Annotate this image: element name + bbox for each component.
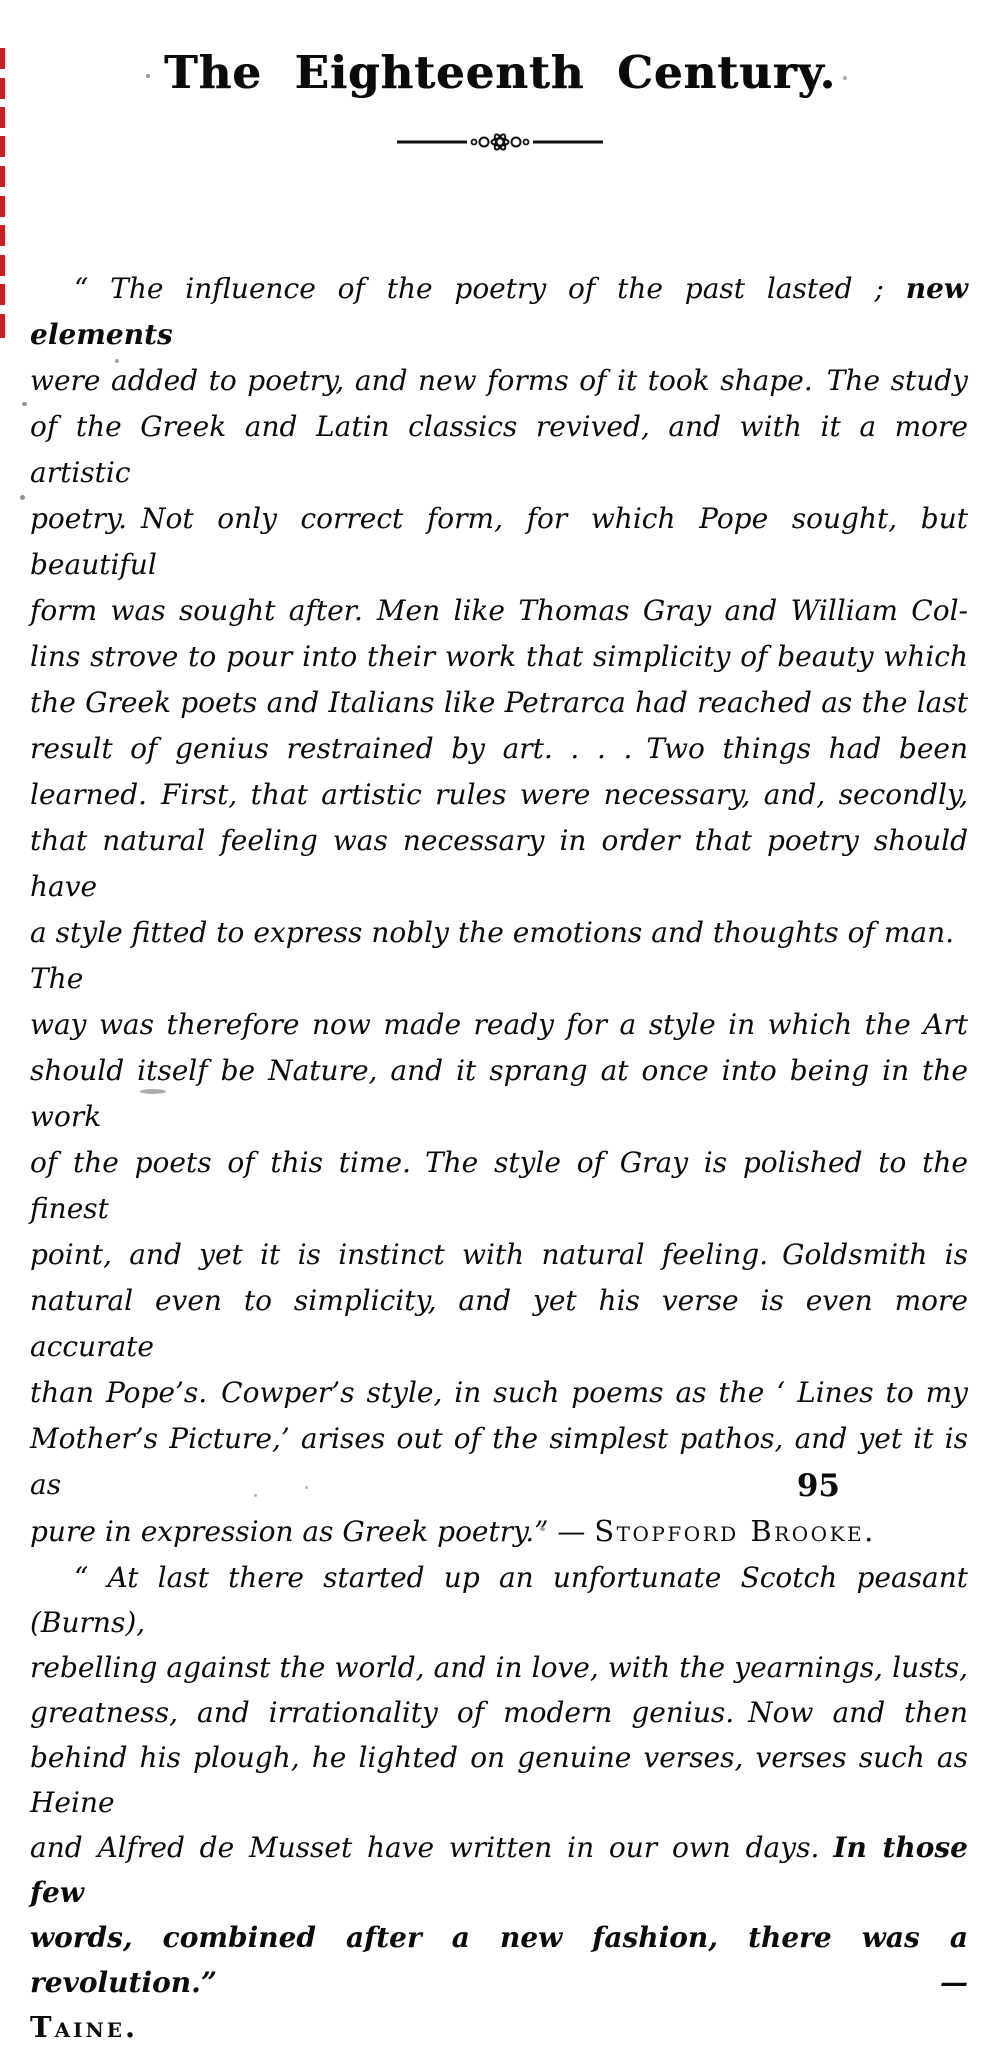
quote-line bbox=[30, 1915, 968, 2005]
text-segment: were added to poetry, and new forms of it took shape. The study bbox=[30, 364, 968, 397]
red-scan-mark bbox=[0, 255, 5, 276]
red-scan-mark bbox=[0, 284, 5, 305]
text-segment: way was therefore now made ready for a style in which the Art bbox=[30, 1008, 968, 1041]
quote-line bbox=[30, 266, 968, 358]
text-segment: of the poets of this time. The style of Gray is polished to the finest bbox=[30, 1146, 968, 1225]
quote-line bbox=[30, 680, 968, 726]
text-segment: rebelling against the world, and in love, with the yearnings, lusts, bbox=[30, 1651, 968, 1684]
red-scan-mark bbox=[0, 136, 5, 157]
text-segment: the Greek poets and Italians like Petrarca had reached as the last bbox=[30, 686, 968, 719]
red-scan-mark bbox=[0, 78, 5, 99]
text-segment: greatness, and irrationality of modern genius. Now and then bbox=[30, 1696, 968, 1729]
quote-taine bbox=[30, 1555, 968, 2050]
quote-line bbox=[30, 1278, 968, 1370]
scan-speck bbox=[20, 495, 25, 500]
red-scan-mark bbox=[0, 166, 5, 187]
quote-line bbox=[30, 634, 968, 680]
text-segment: “ At last there started up an unfortunate Scotch peasant (Burns), bbox=[30, 1561, 968, 1639]
quote-line bbox=[30, 358, 968, 404]
red-scan-mark bbox=[0, 107, 5, 128]
scan-speck bbox=[146, 74, 150, 78]
scan-speck bbox=[843, 76, 847, 80]
page-title: The Eighteenth Century. bbox=[163, 46, 837, 99]
page-number: 95 bbox=[796, 1468, 840, 1504]
text-segment: new elements bbox=[30, 272, 968, 351]
quote-line bbox=[30, 1690, 968, 1735]
text-segment: form was sought after. Men like Thomas Gray and William Col- bbox=[30, 594, 968, 627]
text-segment: In those few bbox=[30, 1831, 968, 1909]
red-scan-mark bbox=[0, 314, 5, 338]
quote-line bbox=[30, 1645, 968, 1690]
quote-line bbox=[30, 726, 968, 772]
quote-line bbox=[30, 588, 968, 634]
quote-line bbox=[30, 1508, 968, 1555]
text-segment: of the Greek and Latin classics revived, and with it a more artistic bbox=[30, 410, 968, 489]
quote-line bbox=[30, 1048, 968, 1140]
text-segment: “ The influence of the poetry of the past lasted ; bbox=[74, 272, 906, 305]
text-block bbox=[30, 266, 968, 2050]
text-segment: Taine. bbox=[30, 2010, 139, 2044]
quote-stopford-brooke bbox=[30, 266, 968, 1555]
text-segment: pure in expression as Greek poetry.” — bbox=[30, 1515, 595, 1548]
red-scan-mark bbox=[0, 225, 5, 246]
text-segment: learned. First, that artistic rules were necessary, and, secondly, bbox=[30, 778, 968, 811]
quote-line bbox=[30, 1735, 968, 1825]
quote-line bbox=[30, 404, 968, 496]
quote-line bbox=[30, 496, 968, 588]
quote-line bbox=[30, 1140, 968, 1232]
quote-line bbox=[30, 1370, 968, 1416]
text-segment: poetry. Not only correct form, for which Pope sought, but beautiful bbox=[30, 502, 968, 581]
text-segment: words, combined after a new fashion, there was a revolution.” — bbox=[30, 1921, 968, 1999]
divider bbox=[0, 129, 1000, 155]
quote-line bbox=[30, 1002, 968, 1048]
quote-line bbox=[30, 910, 968, 1002]
divider-ornament-icon bbox=[395, 129, 605, 155]
quote-line bbox=[30, 1232, 968, 1278]
quote-line bbox=[30, 2005, 968, 2050]
scanned-book-page bbox=[0, 46, 1000, 2044]
text-segment: Mother’s Picture,’ arises out of the simplest pathos, and yet it is as bbox=[30, 1422, 968, 1501]
red-scan-mark bbox=[0, 48, 5, 69]
text-segment: than Pope’s. Cowper’s style, in such poems as the ‘ Lines to my bbox=[30, 1376, 968, 1409]
text-segment: point, and yet it is instinct with natural feeling. Goldsmith is bbox=[30, 1238, 968, 1271]
text-segment: result of genius restrained by art. . . . Two things had been bbox=[30, 732, 968, 765]
quote-line bbox=[30, 772, 968, 818]
text-segment: Stopford Brooke. bbox=[594, 1514, 876, 1548]
red-scan-mark bbox=[0, 196, 5, 217]
text-segment: that natural feeling was necessary in order that poetry should have bbox=[30, 824, 968, 903]
quote-line bbox=[30, 1825, 968, 1915]
quote-line bbox=[30, 818, 968, 910]
text-segment: and Alfred de Musset have written in our own days. bbox=[30, 1831, 834, 1864]
text-segment: lins strove to pour into their work that simplicity of beauty which bbox=[30, 640, 968, 673]
scan-speck bbox=[22, 402, 27, 406]
text-segment: behind his plough, he lighted on genuine verses, verses such as Heine bbox=[30, 1741, 968, 1819]
quote-line bbox=[30, 1555, 968, 1645]
text-segment: should itself be Nature, and it sprang at once into being in the work bbox=[30, 1054, 968, 1133]
text-segment: natural even to simplicity, and yet his verse is even more accurate bbox=[30, 1284, 968, 1363]
text-segment: a style fitted to express nobly the emotions and thoughts of man. The bbox=[30, 916, 968, 995]
